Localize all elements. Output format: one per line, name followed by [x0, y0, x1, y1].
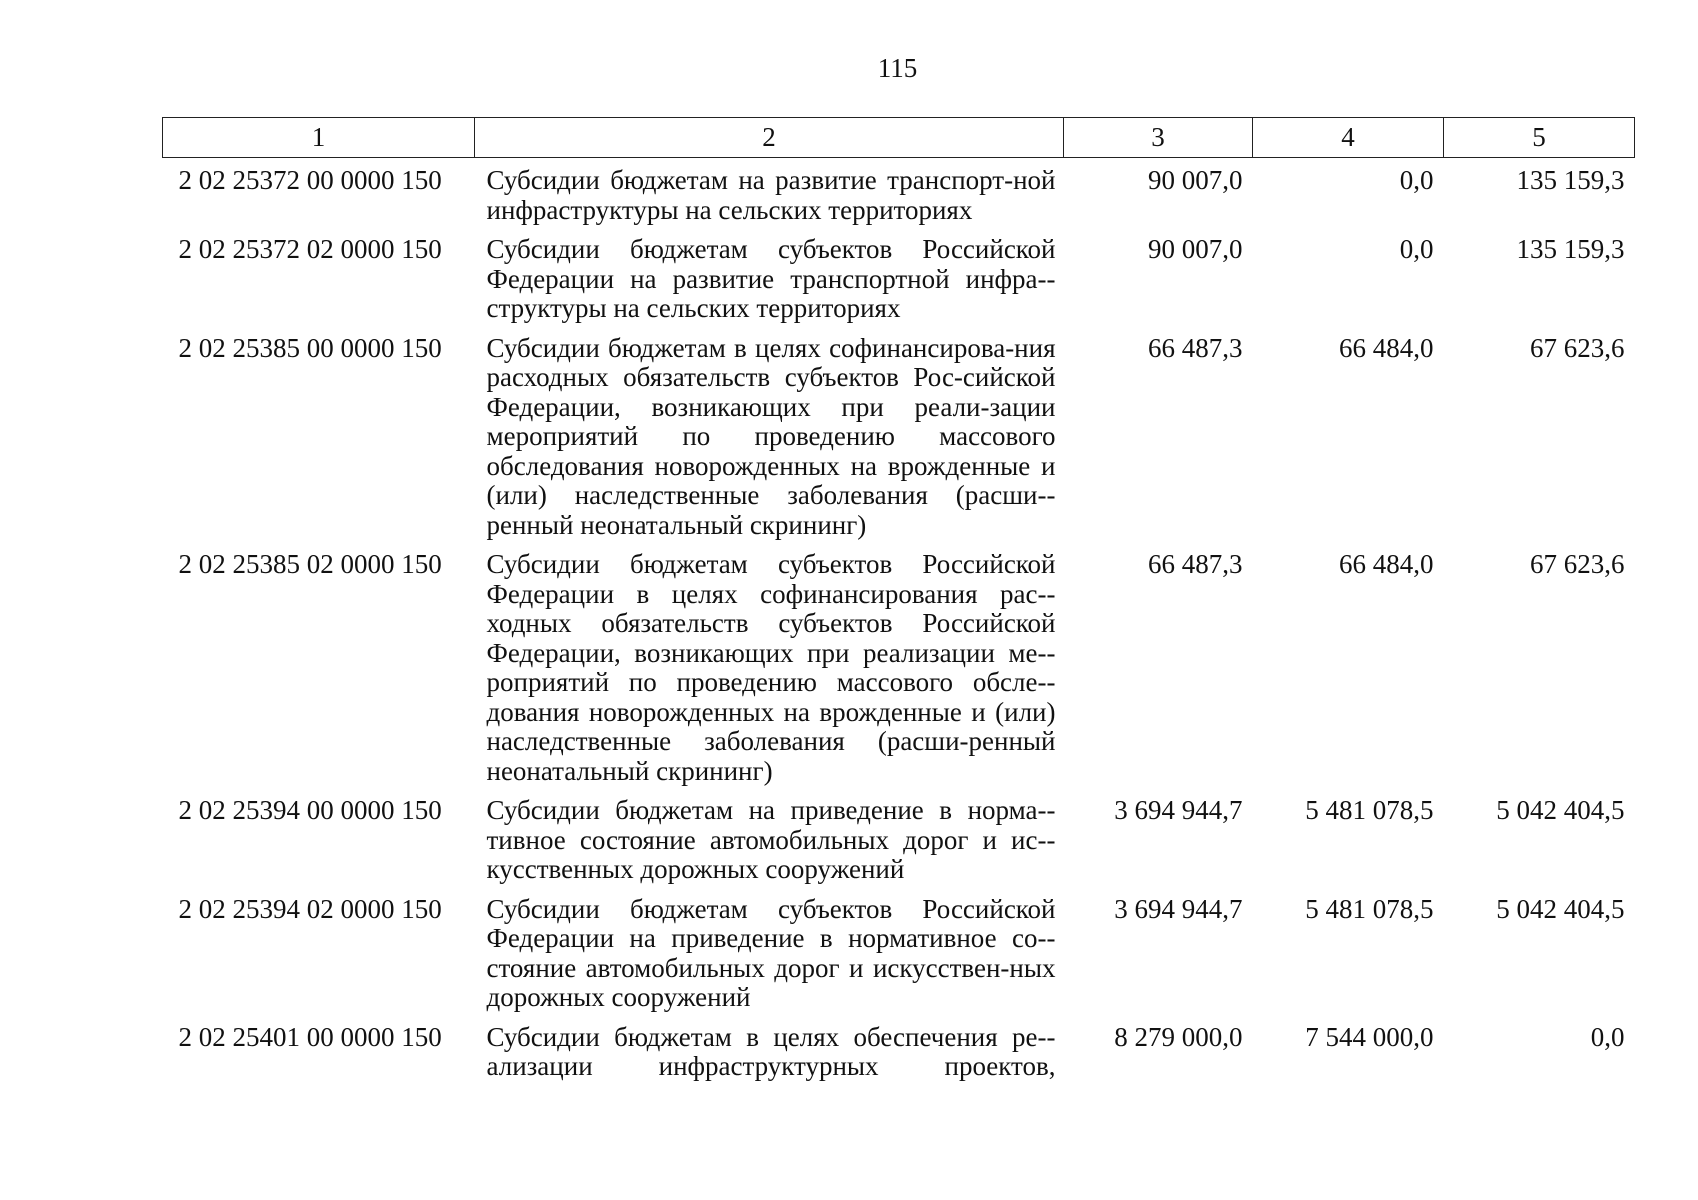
row-code: 2 02 25385 00 0000 150 [178, 332, 442, 363]
row-description: Субсидии бюджетам в целях обеспечения ре-ализации инфраструктурных проектов, [486, 1021, 1056, 1081]
table-row [163, 328, 1635, 545]
table-row [163, 158, 1635, 230]
row-description: Субсидии бюджетам субъектов Российской Федерации на развитие транспортной инфра-структуры на сельских территориях [486, 234, 1056, 323]
row-code: 2 02 25372 00 0000 150 [178, 165, 442, 195]
table-row [163, 229, 1635, 328]
row-description: Субсидии бюджетам субъектов Российской Федерации на приведение в нормативное со-стояние автомобильных дорог и искусствен-ных дорожных сооружений [486, 893, 1056, 1012]
row-value-col5: 0,0 [1590, 1021, 1625, 1052]
row-value-col4: 7 544 000,0 [1305, 1021, 1434, 1052]
budget-table-grid [162, 117, 1635, 1086]
row-code: 2 02 25385 02 0000 150 [178, 549, 442, 579]
row-value-col3: 8 279 000,0 [1114, 1021, 1243, 1052]
row-value-col3: 3 694 944,7 [1114, 795, 1243, 825]
budget-table [162, 117, 1634, 1086]
row-code: 2 02 25401 00 0000 150 [178, 1021, 442, 1052]
row-code: 2 02 25394 00 0000 150 [178, 795, 442, 825]
table-row [163, 889, 1635, 1017]
row-value-col5: 5 042 404,5 [1496, 795, 1625, 825]
header-col-5: 5 [1444, 118, 1635, 158]
header-col-4: 4 [1253, 118, 1444, 158]
row-value-col5: 135 159,3 [1516, 234, 1625, 264]
page-number: 115 [877, 53, 918, 83]
table-row [163, 544, 1635, 790]
row-value-col3: 90 007,0 [1148, 165, 1243, 195]
table-body [163, 158, 1635, 1086]
row-value-col5: 67 623,6 [1530, 332, 1625, 363]
row-value-col3: 66 487,3 [1148, 549, 1243, 579]
row-value-col3: 66 487,3 [1148, 332, 1243, 363]
row-value-col3: 90 007,0 [1148, 234, 1243, 264]
row-code: 2 02 25394 02 0000 150 [178, 893, 442, 924]
row-value-col3: 3 694 944,7 [1114, 893, 1243, 924]
row-description: Субсидии бюджетам в целях софинансирова-ния расходных обязательств субъектов Рос-сийской Федерации, возникающих при реали-зации мероприятий по проведению массового обследования новорожденных на врожденные и (или) наследственные заболевания (расши-ренный неонатальный скрининг) [486, 332, 1056, 540]
row-value-col5: 67 623,6 [1530, 549, 1625, 579]
row-value-col4: 66 484,0 [1339, 332, 1434, 363]
row-description: Субсидии бюджетам на развитие транспорт-ной инфраструктуры на сельских территориях [486, 165, 1056, 225]
table-header [163, 118, 1635, 158]
header-col-2: 2 [475, 118, 1064, 158]
table-row [163, 790, 1635, 889]
row-value-col5: 5 042 404,5 [1496, 893, 1625, 924]
header-row [163, 118, 1635, 158]
row-value-col5: 135 159,3 [1516, 165, 1625, 195]
row-value-col4: 0,0 [1399, 234, 1434, 264]
row-description: Субсидии бюджетам субъектов Российской Федерации в целях софинансирования рас-ходных обязательств субъектов Российской Федерации, возникающих при реализации ме-роприятий по проведению массового обсле-дования новорожденных на врожденные и (или) наследственные заболевания (расши-ренный неонатальный скрининг) [486, 549, 1056, 786]
table-row [163, 1017, 1635, 1086]
row-value-col4: 0,0 [1399, 165, 1434, 195]
row-code: 2 02 25372 02 0000 150 [178, 234, 442, 264]
row-value-col4: 5 481 078,5 [1305, 795, 1434, 825]
header-col-1: 1 [163, 118, 475, 158]
row-value-col4: 5 481 078,5 [1305, 893, 1434, 924]
row-value-col4: 66 484,0 [1339, 549, 1434, 579]
row-description: Субсидии бюджетам на приведение в норма-тивное состояние автомобильных дорог и ис-кусственных дорожных сооружений [486, 795, 1056, 884]
header-col-3: 3 [1064, 118, 1253, 158]
